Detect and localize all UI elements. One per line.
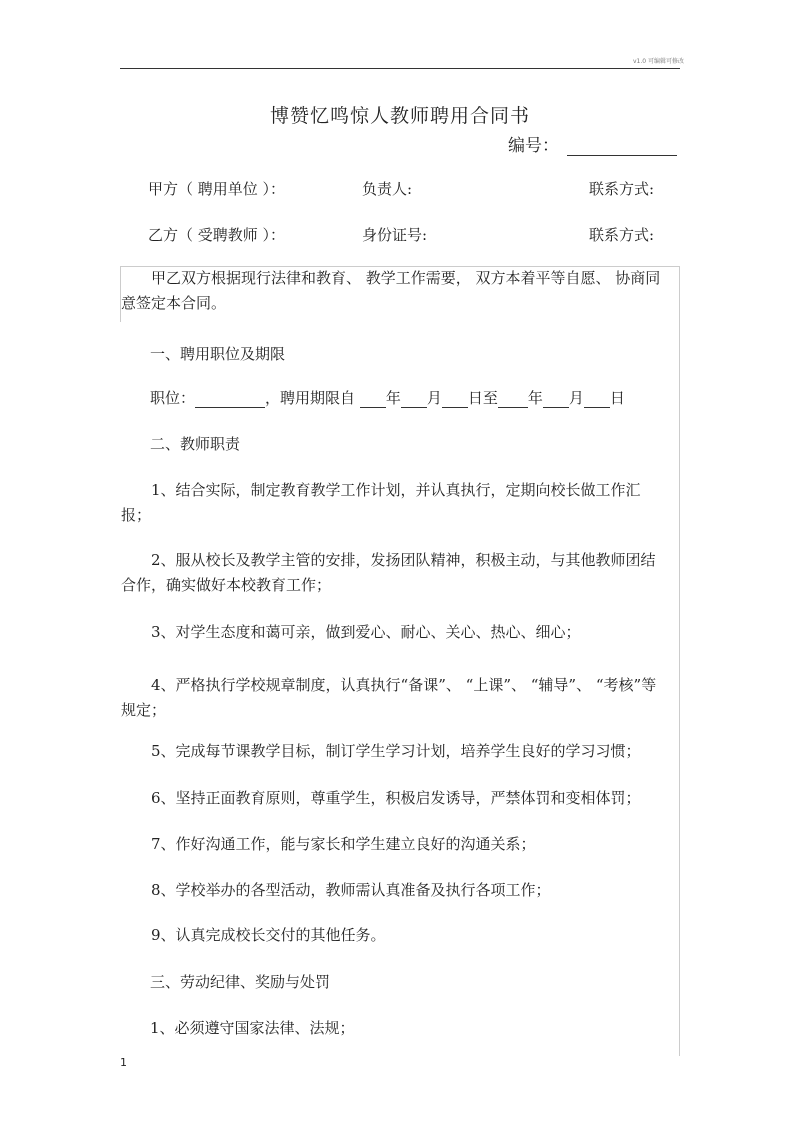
end-day-label: 日 <box>609 389 625 407</box>
page-number: 1 <box>120 1056 127 1069</box>
duty-item-2: 2、服从校长及教学主管的安排，发扬团队精神，积极主动，与其他教师团结合作，确实做好本校教育工作； <box>121 551 656 594</box>
contract-number-blank <box>567 137 677 156</box>
end-month-blank <box>543 391 569 408</box>
duty-item-7: 7、作好沟通工作，能与家长和学生建立良好的沟通关系； <box>151 835 536 853</box>
contract-number-label: 编号： <box>508 136 559 156</box>
day-to-label: 日至 <box>467 389 498 407</box>
start-day-blank <box>442 391 468 408</box>
duty-item-1: 1、结合实际，制定教育教学工作计划，并认真执行，定期向校长做工作汇报； <box>121 481 641 524</box>
position-label: 职位： <box>150 389 196 407</box>
end-year-blank <box>498 391 528 408</box>
term-label: ，聘用期限自 <box>265 389 356 407</box>
party-b-label: 乙方（ 受聘教师 ）： <box>148 226 286 244</box>
party-b-id-label: 身份证号: <box>362 226 428 244</box>
start-year-label: 年 <box>385 389 401 407</box>
duty-item-5: 5、完成每节课教学目标，制订学生学习计划，培养学生良好的学习习惯； <box>151 742 641 760</box>
start-month-blank <box>401 391 427 408</box>
party-b-row <box>0 224 800 248</box>
party-b-contact-label: 联系方式: <box>589 226 655 244</box>
start-month-label: 月 <box>426 389 442 407</box>
header-version-note: v1.0 可编辑可修改 <box>632 58 684 65</box>
section1-heading: 一、聘用职位及期限 <box>150 345 286 363</box>
position-blank <box>195 391 265 408</box>
intro-paragraph: 甲乙双方根据现行法律和教育、 教学工作需要， 双方本着平等自愿、 协商同意签定本合同。 <box>121 269 661 312</box>
duty-item-9: 9、认真完成校长交付的其他任务。 <box>151 926 386 944</box>
header-rule <box>120 68 680 69</box>
section2-heading: 二、教师职责 <box>150 435 241 453</box>
duty-item-6: 6、坚持正面教育原则，尊重学生，积极启发诱导，严禁体罚和变相体罚； <box>151 789 641 807</box>
party-a-contact-label: 联系方式: <box>589 180 655 198</box>
start-year-blank <box>360 391 386 408</box>
position-term-row <box>150 387 625 408</box>
party-a-row <box>0 178 800 202</box>
contract-number-row <box>508 131 677 156</box>
duty-item-8: 8、学校举办的各型活动，教师需认真准备及执行各项工作； <box>151 881 551 899</box>
duty-item-4: 4、严格执行学校规章制度，认真执行“备课”、 “上课”、 “辅导”、 “考核”等规定； <box>121 676 657 719</box>
end-year-label: 年 <box>527 389 543 407</box>
duty-item-3: 3、对学生态度和蔼可亲，做到爱心、耐心、关心、热心、细心； <box>151 623 581 641</box>
end-month-label: 月 <box>568 389 584 407</box>
discipline-item-1: 1、必须遵守国家法律、法规； <box>150 1019 355 1037</box>
party-a-person-label: 负责人: <box>362 180 413 198</box>
document-title: 博赞忆鸣惊人教师聘用合同书 <box>269 105 530 127</box>
party-a-label: 甲方（ 聘用单位 ）： <box>148 180 286 198</box>
end-day-blank <box>584 391 610 408</box>
section3-heading: 三、劳动纪律、奖励与处罚 <box>150 973 331 991</box>
body-right-rule <box>679 266 680 1056</box>
